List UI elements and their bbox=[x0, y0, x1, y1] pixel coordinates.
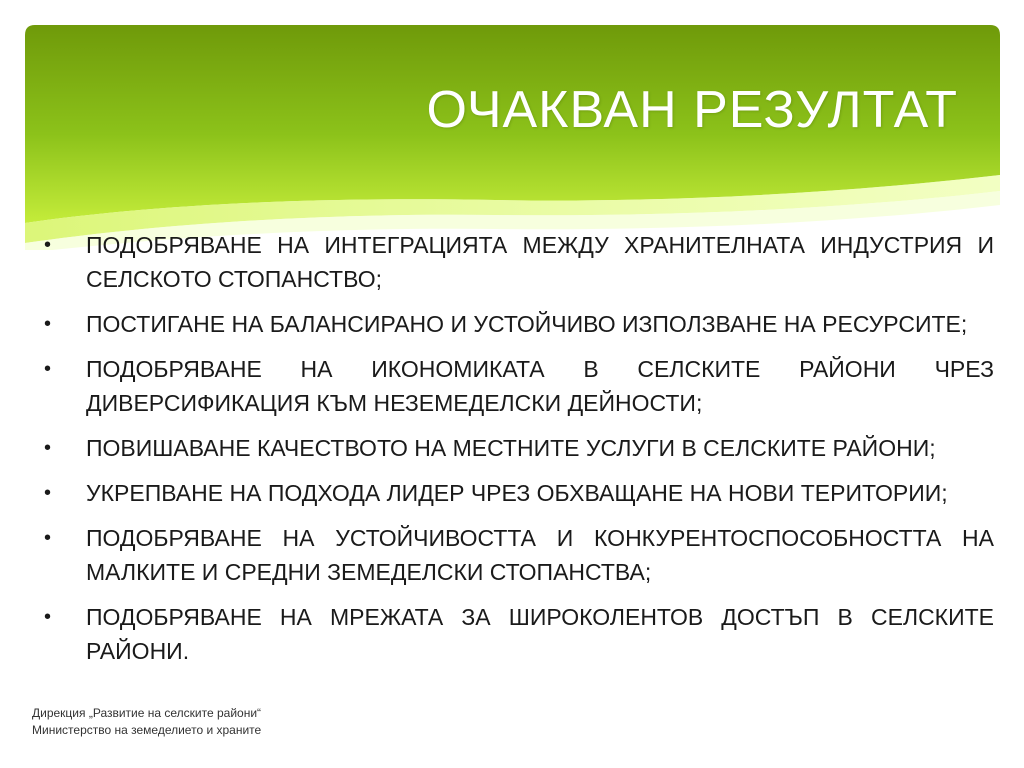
list-item bbox=[42, 476, 994, 510]
list-item-text: УКРЕПВАНЕ НА ПОДХОДА ЛИДЕР ЧРЕЗ ОБХВАЩАНЕ НА НОВИ ТЕРИТОРИИ; bbox=[86, 480, 948, 506]
bullet-icon: • bbox=[44, 313, 52, 335]
list-item bbox=[42, 307, 994, 341]
list-item bbox=[42, 600, 994, 668]
footer-directorate: Дирекция „Развитие на селските райони“ bbox=[32, 706, 262, 720]
list-item bbox=[42, 352, 994, 420]
bullet-icon: • bbox=[44, 482, 52, 504]
list-item-text: ПОСТИГАНЕ НА БАЛАНСИРАНО И УСТОЙЧИВО ИЗПОЛЗВАНЕ НА РЕСУРСИТЕ; bbox=[86, 311, 968, 337]
list-item-text: ПОВИШАВАНЕ КАЧЕСТВОТО НА МЕСТНИТЕ УСЛУГИ В СЕЛСКИТЕ РАЙОНИ; bbox=[86, 435, 936, 461]
footer-ministry: Министерство на земеделието и храните bbox=[32, 723, 262, 737]
list-item-text: ПОДОБРЯВАНЕ НА МРЕЖАТА ЗА ШИРОКОЛЕНТОВ ДОСТЪП В СЕЛСКИТЕ РАЙОНИ. bbox=[86, 604, 994, 664]
list-item bbox=[42, 521, 994, 589]
list-item-text: ПОДОБРЯВАНЕ НА ИНТЕГРАЦИЯТА МЕЖДУ ХРАНИТЕЛНАТА ИНДУСТРИЯ И СЕЛСКОТО СТОПАНСТВО; bbox=[86, 232, 994, 292]
bullet-icon: • bbox=[44, 234, 52, 256]
list-item-text: ПОДОБРЯВАНЕ НА УСТОЙЧИВОСТТА И КОНКУРЕНТОСПОСОБНОСТТА НА МАЛКИТЕ И СРЕДНИ ЗЕМЕДЕЛСКИ СТОПАНСТВА; bbox=[86, 525, 994, 585]
list-item bbox=[42, 431, 994, 465]
bullet-icon: • bbox=[44, 527, 52, 549]
bullet-icon: • bbox=[44, 606, 52, 628]
footer bbox=[32, 705, 261, 739]
bullet-list bbox=[42, 228, 994, 679]
bullet-icon: • bbox=[44, 358, 52, 380]
list-item bbox=[42, 228, 994, 296]
slide-title: ОЧАКВАН РЕЗУЛТАТ bbox=[426, 81, 958, 139]
list-item-text: ПОДОБРЯВАНЕ НА ИКОНОМИКАТА В СЕЛСКИТЕ РАЙОНИ ЧРЕЗ ДИВЕРСИФИКАЦИЯ КЪМ НЕЗЕМЕДЕЛСКИ ДЕЙНОСТИ; bbox=[86, 356, 994, 416]
bullet-icon: • bbox=[44, 437, 52, 459]
